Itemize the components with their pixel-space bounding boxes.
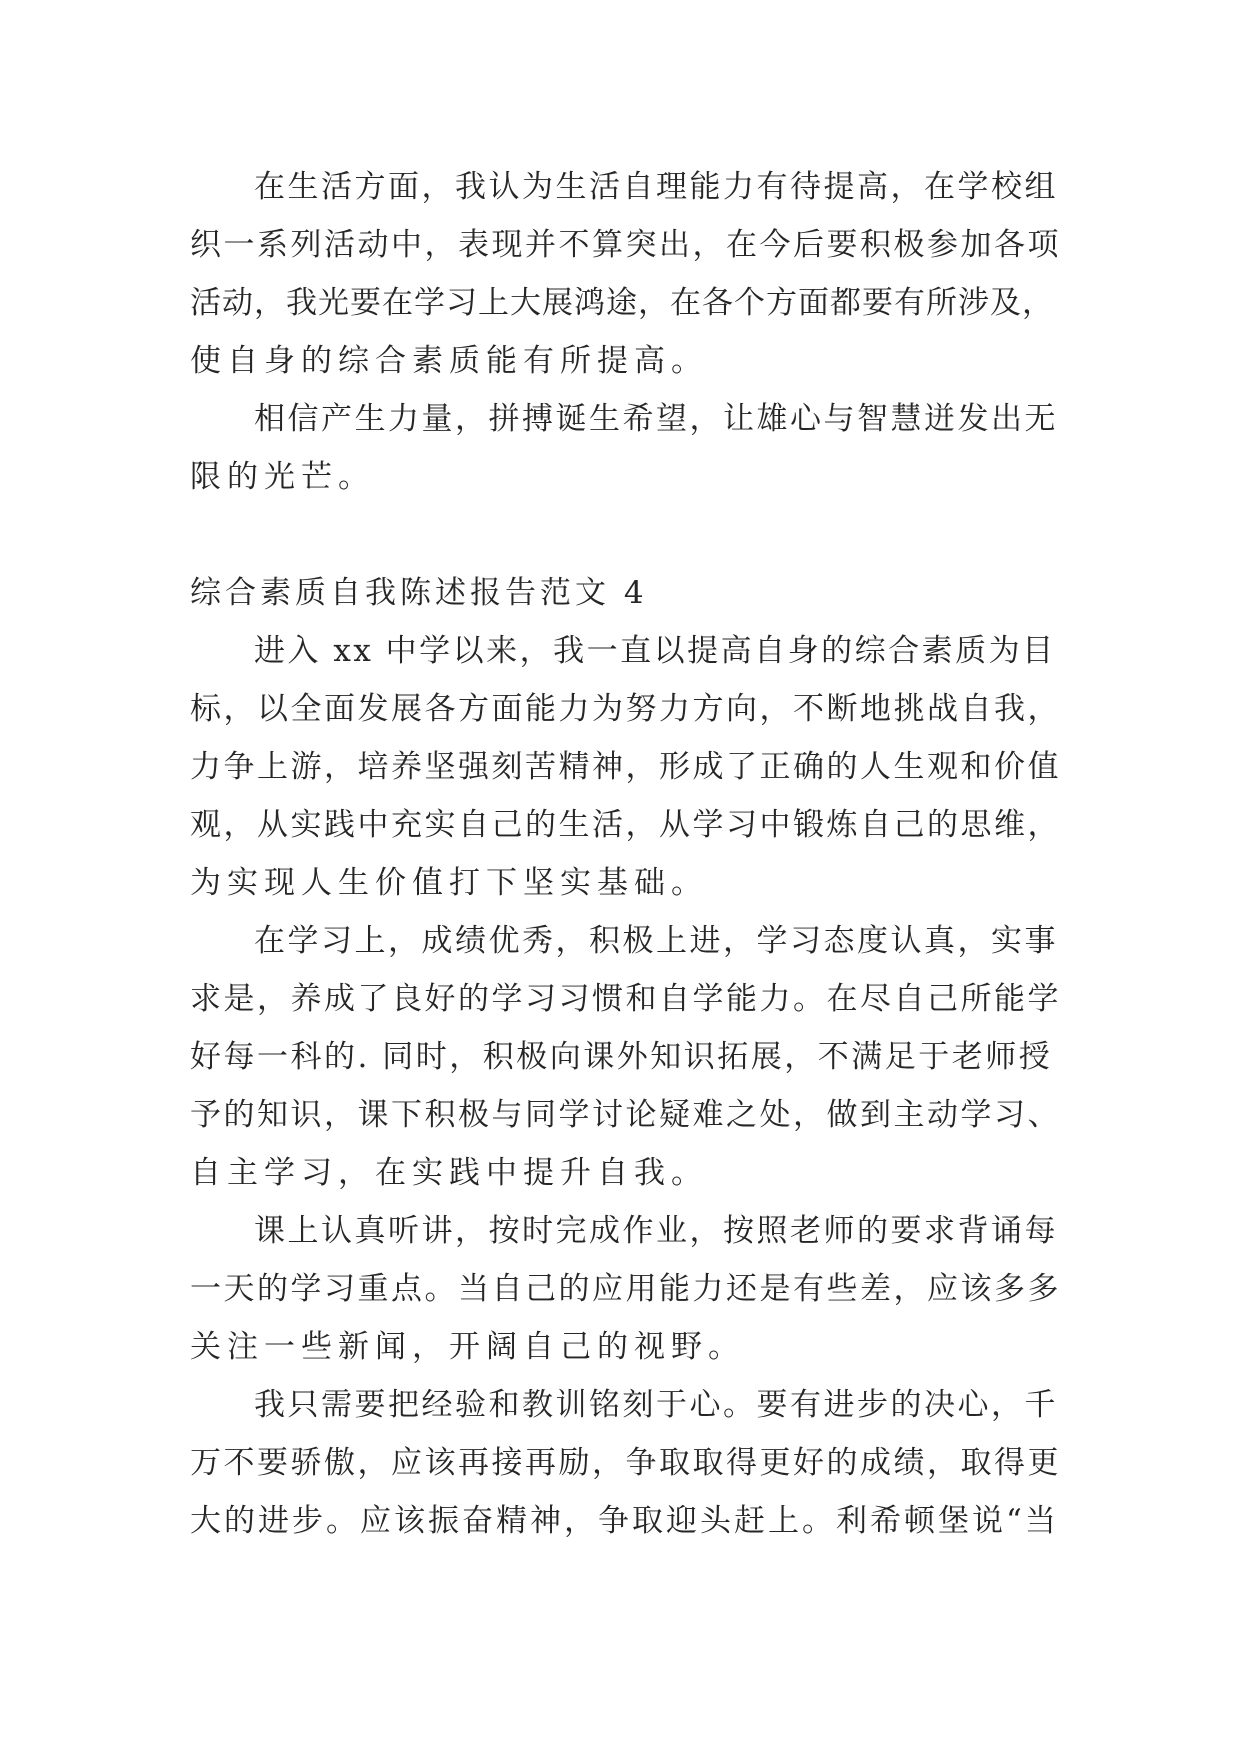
paragraph-line: 我只需要把经验和教训铭刻于心。要有进步的决心，千: [254, 1387, 1058, 1423]
paragraph-line: 织一系列活动中，表现并不算突出，在今后要积极参加各项: [190, 227, 1061, 263]
paragraph-line: 自主学习，在实践中提升自我。: [190, 1155, 708, 1191]
paragraph-line: 观，从实践中充实自己的生活，从学习中锻炼自己的思维，: [190, 807, 1061, 843]
paragraph-line: 限的光芒。: [190, 459, 375, 495]
paragraph-line: 予的知识，课下积极与同学讨论疑难之处，做到主动学习、: [190, 1097, 1061, 1133]
paragraph-line: 课上认真听讲，按时完成作业，按照老师的要求背诵每: [254, 1213, 1058, 1249]
paragraph-line: 关注一些新闻，开阔自己的视野。: [190, 1329, 745, 1365]
paragraph-line: 大的进步。应该振奋精神，争取迎头赶上。利希顿堡说“当: [190, 1503, 1059, 1539]
paragraph-line: 好每一科的. 同时，积极向课外知识拓展，不满足于老师授: [190, 1039, 1053, 1075]
paragraph-line: 在学习上，成绩优秀，积极上进，学习态度认真，实事: [254, 923, 1058, 959]
paragraph-line: 一天的学习重点。当自己的应用能力还是有些差，应该多多: [190, 1271, 1061, 1307]
paragraph-line: 万不要骄傲，应该再接再励，争取取得更好的成绩，取得更: [190, 1445, 1061, 1481]
paragraph-line: 活动，我光要在学习上大展鸿途，在各个方面都要有所涉及，: [190, 285, 1054, 321]
section-heading: 综合素质自我陈述报告范文 4: [190, 575, 648, 611]
paragraph-line: 相信产生力量，拼搏诞生希望，让雄心与智慧迸发出无: [254, 401, 1058, 437]
paragraph-line: 力争上游，培养坚强刻苦精神，形成了正确的人生观和价值: [190, 749, 1061, 785]
paragraph-line: 标，以全面发展各方面能力为努力方向，不断地挑战自我，: [190, 691, 1061, 727]
paragraph-line: 求是，养成了良好的学习习惯和自学能力。在尽自己所能学: [190, 981, 1061, 1017]
paragraph-line: 使自身的综合素质能有所提高。: [190, 343, 708, 379]
paragraph-line: 在生活方面，我认为生活自理能力有待提高，在学校组: [254, 169, 1058, 205]
paragraph-line: 进入 xx 中学以来，我一直以提高自身的综合素质为目: [254, 633, 1056, 669]
paragraph-line: 为实现人生价值打下坚实基础。: [190, 865, 708, 901]
